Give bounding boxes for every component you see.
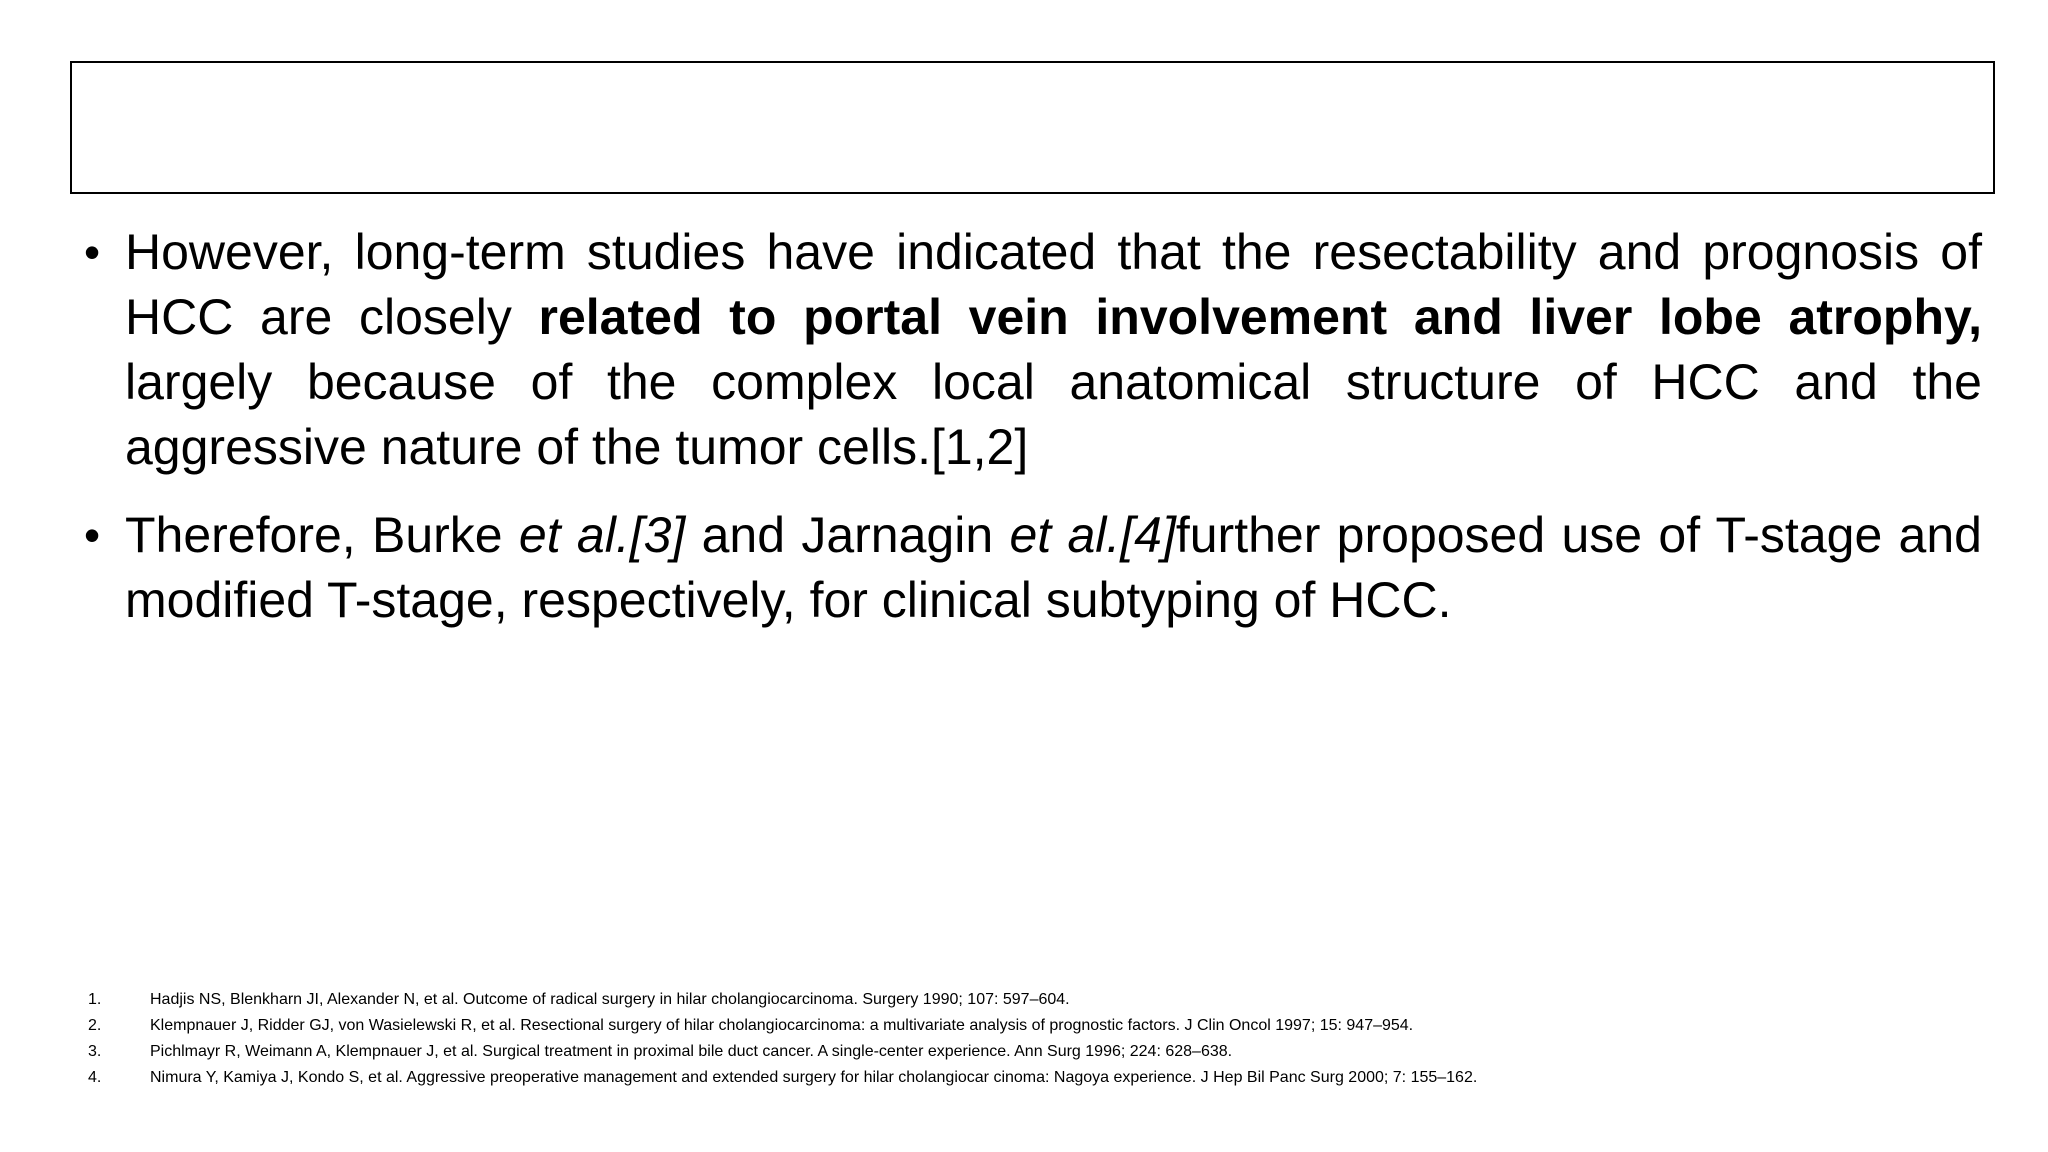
- reference-text: Hadjis NS, Blenkharn JI, Alexander N, et al. Outcome of radical surgery in hilar cholangiocarcinoma. Surgery 1990; 107: 597–604.: [150, 991, 1070, 1008]
- reference-text: Klempnauer J, Ridder GJ, von Wasielewski R, et al. Resectional surgery of hilar cholangiocarcinoma: a multivariate analysis of prognostic factors. J Clin Oncol 1997; 15: 947–954.: [150, 1017, 1414, 1034]
- bullet-list: [84, 220, 1982, 656]
- reference-item: [88, 987, 1968, 1013]
- reference-text: Nimura Y, Kamiya J, Kondo S, et al. Aggressive preoperative management and extended surgery for hilar cholangiocar cinoma: Nagoya experience. J Hep Bil Panc Surg 2000; 7: 155–162.: [150, 1069, 1478, 1086]
- bullet-dot-icon: •: [84, 226, 101, 278]
- title-placeholder-box: [70, 61, 1995, 194]
- bullet-item-1: [84, 220, 1982, 480]
- reference-number: 4.: [88, 1069, 102, 1086]
- bullet-dot-icon: •: [84, 509, 101, 561]
- bullet-text-2e: further proposed use of T-stage and modified T-stage, respectively, for clinical subtyping of HCC.: [125, 507, 1982, 628]
- bullet-text-2d-italic: et al.[4]: [1009, 507, 1176, 563]
- reference-item: [88, 1039, 1968, 1065]
- bullet-text-1a: However, long-term studies have indicated that the resectability and prognosis of HCC are closely: [125, 224, 1982, 345]
- reference-text: Pichlmayr R, Weimann A, Klempnauer J, et al. Surgical treatment in proximal bile duct cancer. A single-center experience. Ann Surg 1996; 224: 628–638.: [150, 1043, 1233, 1060]
- reference-number: 1.: [88, 991, 102, 1008]
- bullet-text-2c: and Jarnagin: [685, 507, 1010, 563]
- reference-number: 2.: [88, 1017, 102, 1034]
- reference-item: [88, 1065, 1968, 1091]
- bullet-text-1b-bold: related to portal vein involvement and liver lobe atrophy,: [538, 289, 1982, 345]
- bullet-item-2: [84, 503, 1982, 633]
- reference-item: [88, 1013, 1968, 1039]
- reference-number: 3.: [88, 1043, 102, 1060]
- bullet-text-1c: largely because of the complex local anatomical structure of HCC and the aggressive nature of the tumor cells.[1,2]: [125, 354, 1982, 475]
- bullet-text-2a: Therefore, Burke: [125, 507, 519, 563]
- reference-list: [88, 987, 1968, 1091]
- bullet-text-2b-italic: et al.[3]: [518, 507, 686, 563]
